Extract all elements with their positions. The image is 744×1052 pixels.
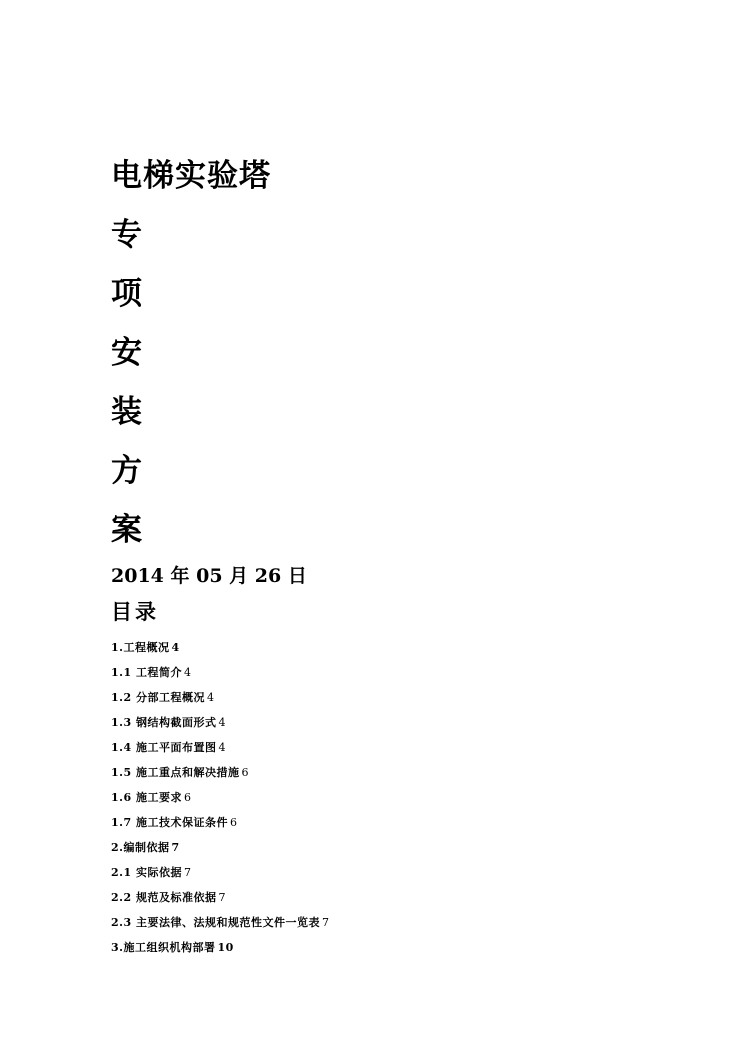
cover-title-char-3: 安 [111, 335, 143, 371]
toc-entry[interactable] [111, 666, 191, 680]
toc-entry-page: 7 [171, 841, 180, 854]
toc-entry-page: 4 [171, 641, 180, 654]
toc-entry[interactable] [111, 841, 180, 855]
toc-entry[interactable] [111, 791, 191, 805]
toc-entry-title: 2.编制依据 [111, 841, 170, 854]
toc-entry-title: 2.1 实际依据 [111, 866, 182, 879]
toc-entry-title: 1.1 工程简介 [111, 666, 182, 679]
toc-entry[interactable] [111, 766, 249, 780]
cover-title-line-1: 电梯实验塔 [111, 158, 271, 194]
toc-entry-page: 10 [217, 941, 234, 954]
toc-entry[interactable] [111, 866, 191, 880]
toc-entry[interactable] [111, 716, 226, 730]
toc-entry-title: 1.4 施工平面布置图 [111, 741, 217, 754]
toc-heading: 目录 [111, 599, 159, 624]
toc-entry-page: 7 [218, 891, 226, 904]
toc-entry-title: 2.2 规范及标准依据 [111, 891, 217, 904]
toc-entry-page: 7 [183, 866, 192, 879]
toc-entry[interactable] [111, 641, 180, 655]
cover-date: 2014 年 05 月 26 日 [111, 565, 307, 587]
toc-entry[interactable] [111, 691, 214, 705]
toc-entry[interactable] [111, 941, 234, 955]
cover-title-char-6: 案 [111, 512, 143, 548]
toc-entry-title: 3.施工组织机构部署 [111, 941, 216, 954]
toc-entry-title: 1.3 钢结构截面形式 [111, 716, 217, 729]
toc-entry-title: 1.2 分部工程概况 [111, 691, 205, 704]
toc-entry-title: 1.5 施工重点和解决措施 [111, 766, 240, 779]
toc-entry-page: 6 [241, 766, 249, 779]
toc-entry[interactable] [111, 916, 329, 930]
toc-entry-title: 2.3 主要法律、法规和规范性文件一览表 [111, 916, 320, 929]
toc-entry[interactable] [111, 741, 226, 755]
toc-entry-page: 6 [229, 816, 238, 829]
cover-title-char-1: 专 [111, 217, 143, 253]
toc-entry-page: 4 [218, 741, 226, 754]
toc-entry-page: 4 [206, 691, 215, 704]
toc-entry[interactable] [111, 891, 226, 905]
toc-entry-page: 4 [218, 716, 226, 729]
cover-title-char-2: 项 [111, 276, 143, 312]
toc-entry-title: 1.工程概况 [111, 641, 170, 654]
cover-title-char-4: 装 [111, 394, 143, 430]
toc-entry-page: 4 [183, 666, 192, 679]
toc-entry-title: 1.7 施工技术保证条件 [111, 816, 228, 829]
cover-title-char-5: 方 [111, 453, 143, 489]
toc-entry-title: 1.6 施工要求 [111, 791, 182, 804]
toc-entry-page: 6 [183, 791, 192, 804]
toc-entry[interactable] [111, 816, 237, 830]
toc-entry-page: 7 [321, 916, 330, 929]
